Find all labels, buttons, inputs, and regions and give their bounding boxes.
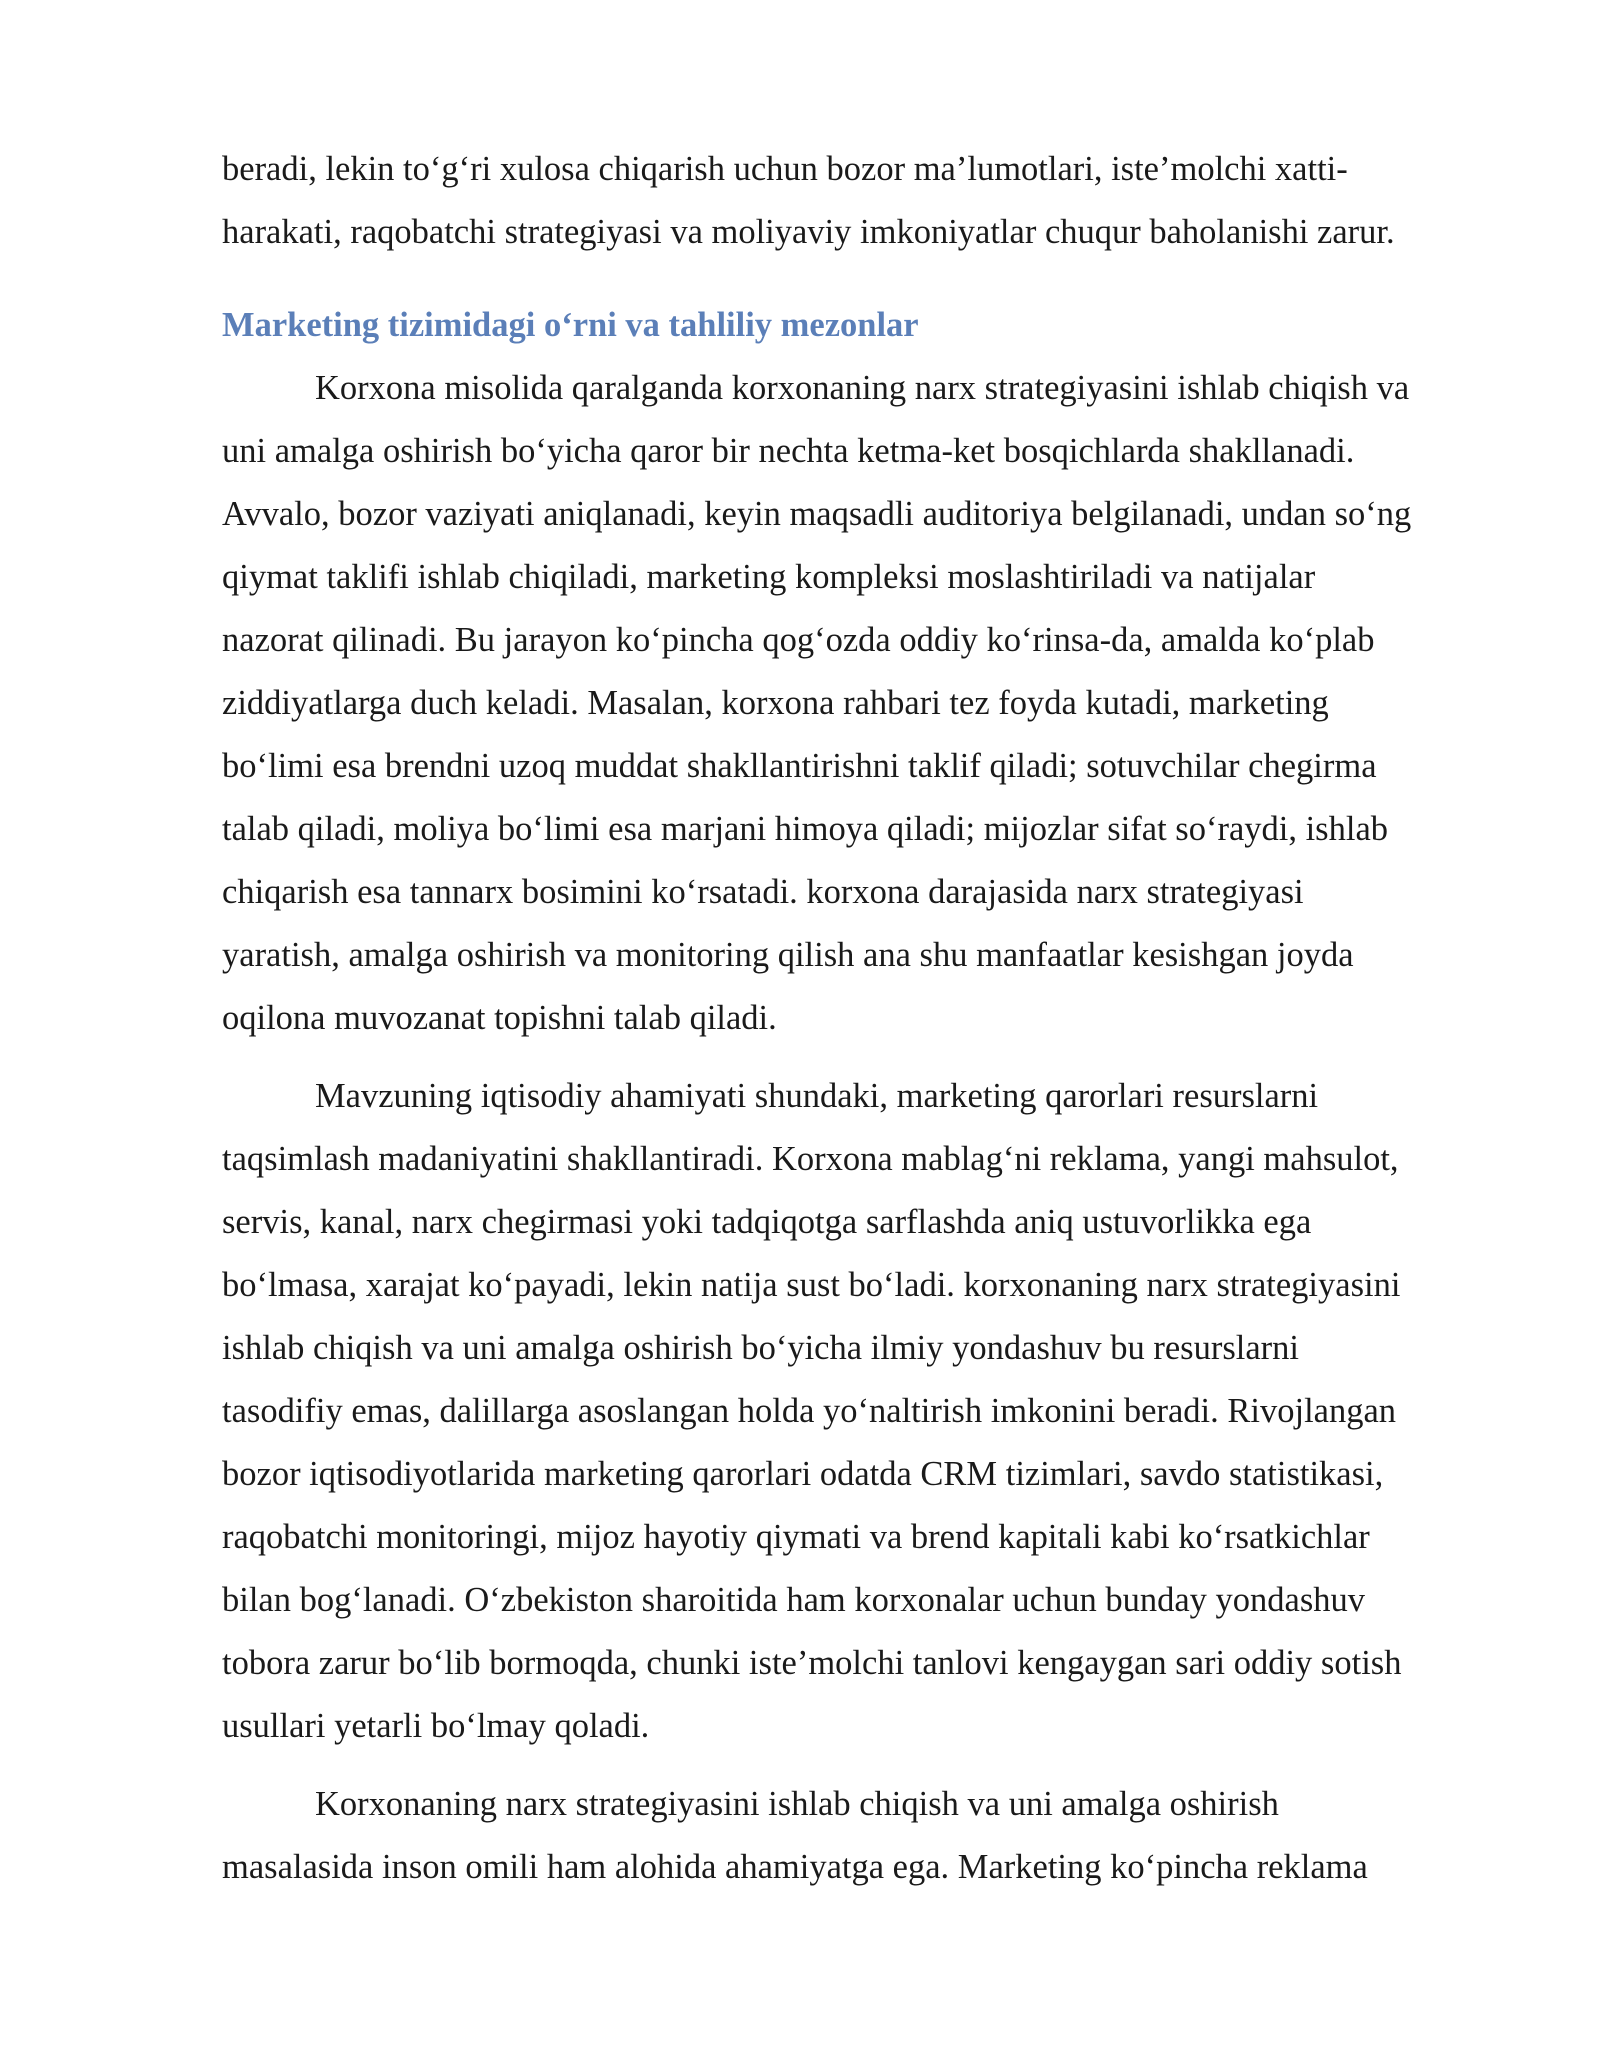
text-line: tobora zarur bo‘lib bormoqda, chunki iste’molchi tanlovi kengaygan sari oddiy sotish (222, 1644, 1402, 1682)
text-line: taqsimlash madaniyatini shakllantiradi. Korxona mablag‘ni reklama, yangi mahsulot, (222, 1140, 1399, 1178)
section-heading: Marketing tizimidagi o‘rni va tahliliy mezonlar (222, 306, 919, 344)
text-line: Korxona misolida qaralganda korxonaning narx strategiyasini ishlab chiqish va (315, 369, 1410, 407)
intro-paragraph (222, 138, 1492, 264)
text-line: usullari yetarli bo‘lmay qoladi. (222, 1707, 650, 1745)
text-line: Korxonaning narx strategiyasini ishlab chiqish va uni amalga oshirish (315, 1785, 1279, 1823)
document-page (222, 138, 1492, 1899)
text-line: oqilona muvozanat topishni talab qiladi. (222, 999, 777, 1037)
text-line: qiymat taklifi ishlab chiqiladi, marketing kompleksi moslashtiriladi va natijalar (222, 558, 1316, 596)
text-line: masalasida inson omili ham alohida ahamiyatga ega. Marketing ko‘pincha reklama (222, 1848, 1368, 1886)
text-line: beradi, lekin to‘g‘ri xulosa chiqarish uchun bozor ma’lumotlari, iste’molchi xatti- (222, 150, 1348, 188)
paragraph-1 (222, 357, 1492, 1050)
paragraph-3 (222, 1773, 1492, 1899)
text-line: Mavzuning iqtisodiy ahamiyati shundaki, marketing qarorlari resurslarni (315, 1077, 1319, 1115)
text-line: ziddiyatlarga duch keladi. Masalan, korxona rahbari tez foyda kutadi, marketing (222, 684, 1329, 722)
text-line: bo‘limi esa brendni uzoq muddat shakllantirishni taklif qiladi; sotuvchilar chegirma (222, 747, 1377, 785)
text-line: bo‘lmasa, xarajat ko‘payadi, lekin natija sust bo‘ladi. korxonaning narx strategiyasini (222, 1266, 1401, 1304)
text-line: harakati, raqobatchi strategiyasi va moliyaviy imkoniyatlar chuqur baholanishi zarur. (222, 213, 1395, 251)
text-line: chiqarish esa tannarx bosimini ko‘rsatadi. korxona darajasida narx strategiyasi (222, 873, 1304, 911)
text-line: nazorat qilinadi. Bu jarayon ko‘pincha qog‘ozda oddiy ko‘rinsa-da, amalda ko‘plab (222, 621, 1375, 659)
text-line: tasodifiy emas, dalillarga asoslangan holda yo‘naltirish imkonini beradi. Rivojlangan (222, 1392, 1397, 1430)
text-line: bozor iqtisodiyotlarida marketing qarorlari odatda CRM tizimlari, savdo statistikasi, (222, 1455, 1384, 1493)
paragraph-2 (222, 1065, 1492, 1758)
text-line: yaratish, amalga oshirish va monitoring qilish ana shu manfaatlar kesishgan joyda (222, 936, 1354, 974)
text-line: servis, kanal, narx chegirmasi yoki tadqiqotga sarflashda aniq ustuvorlikka ega (222, 1203, 1312, 1241)
text-line: ishlab chiqish va uni amalga oshirish bo‘yicha ilmiy yondashuv bu resurslarni (222, 1329, 1299, 1367)
text-line: Avvalo, bozor vaziyati aniqlanadi, keyin maqsadli auditoriya belgilanadi, undan so‘ng (222, 495, 1412, 533)
text-line: talab qiladi, moliya bo‘limi esa marjani himoya qiladi; mijozlar sifat so‘raydi, ishlab (222, 810, 1389, 848)
text-line: uni amalga oshirish bo‘yicha qaror bir nechta ketma-ket bosqichlarda shakllanadi. (222, 432, 1355, 470)
text-line: raqobatchi monitoringi, mijoz hayotiy qiymati va brend kapitali kabi ko‘rsatkichlar (222, 1518, 1370, 1556)
text-line: bilan bog‘lanadi. O‘zbekiston sharoitida ham korxonalar uchun bunday yondashuv (222, 1581, 1366, 1619)
